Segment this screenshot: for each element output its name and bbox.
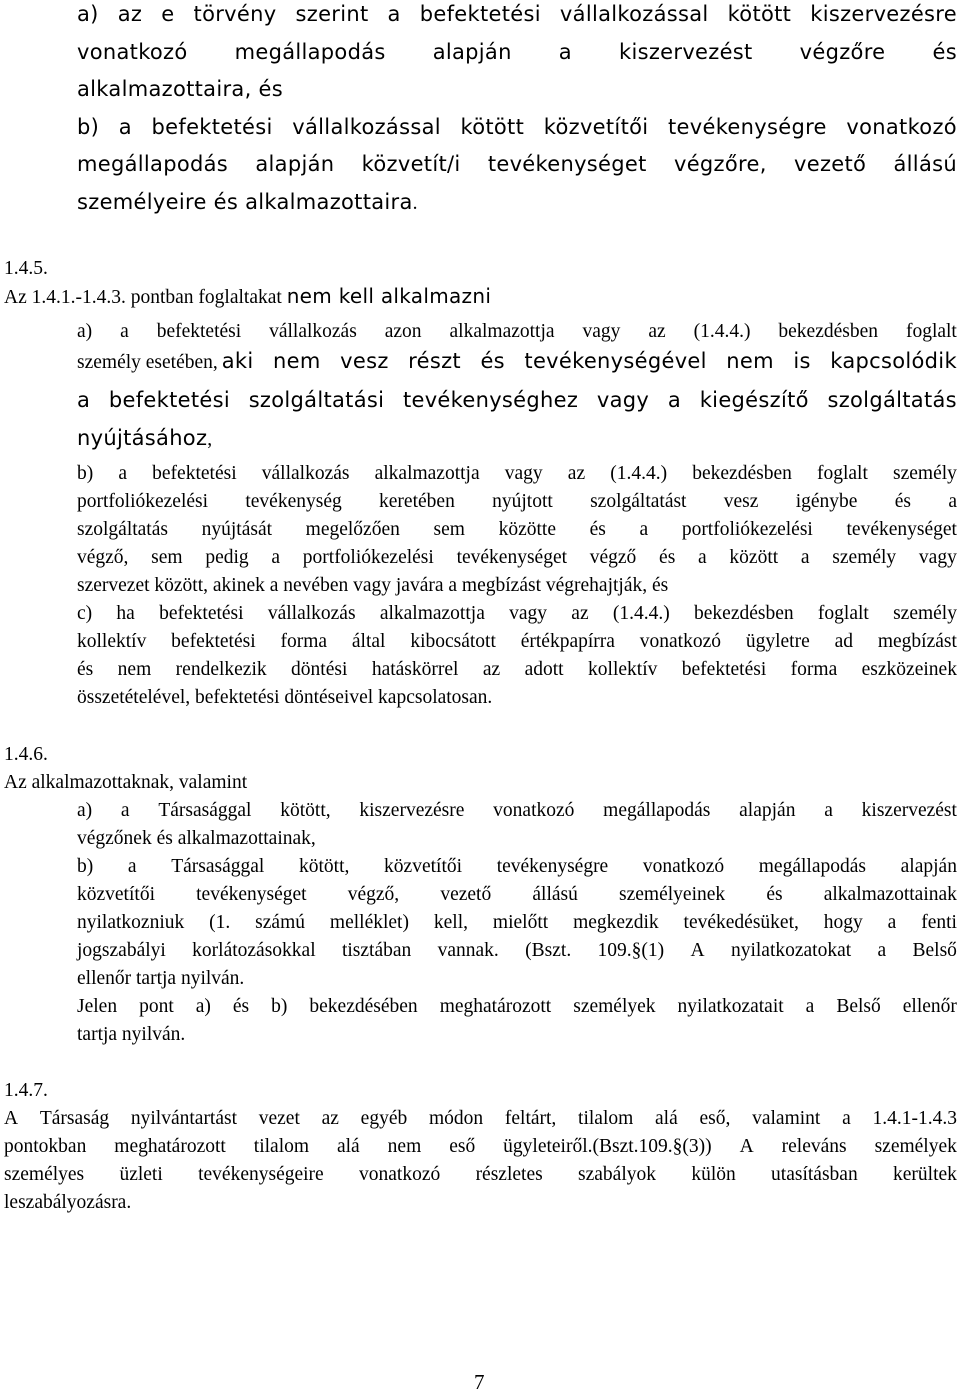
- word: vállalkozással: [292, 115, 441, 139]
- text-span: nyújtásához: [77, 426, 208, 450]
- text-line: [77, 351, 957, 373]
- word: (Bszt.: [525, 940, 572, 961]
- word: A: [690, 940, 705, 961]
- word: vannak.: [437, 940, 499, 961]
- word: kötött,: [299, 856, 350, 877]
- text-line: szervezet között, akinek a nevében vagy javára a megbízást végrehajtják, és: [77, 575, 669, 596]
- word: személyeinek: [619, 884, 726, 905]
- word: forma: [280, 631, 328, 652]
- word: kötött,: [280, 800, 331, 821]
- word: az: [482, 659, 501, 680]
- text-line: [77, 42, 957, 63]
- word: alkalmazottja: [449, 321, 555, 342]
- word: tevékenységre: [496, 856, 609, 877]
- word: és: [894, 491, 912, 512]
- word: vonatkozó: [359, 1164, 441, 1185]
- text-line: [77, 492, 957, 512]
- word: kiszervezésre: [810, 2, 957, 26]
- word: vagy: [582, 321, 621, 342]
- word: bekezdésben: [692, 463, 792, 484]
- word: által: [351, 631, 386, 652]
- text-line: [77, 520, 957, 540]
- word: nem: [726, 349, 774, 373]
- word: befektetési: [156, 321, 242, 342]
- word: módon: [428, 1108, 484, 1129]
- word: tevékenységet: [487, 152, 647, 176]
- word: tisztában: [341, 940, 412, 961]
- word: (1.4.4.): [693, 321, 751, 342]
- word: a: [639, 519, 649, 540]
- word: e: [161, 2, 175, 26]
- word: személy: [893, 603, 957, 624]
- text-line: [77, 801, 957, 821]
- word: külön: [691, 1164, 736, 1185]
- word: és: [932, 40, 957, 64]
- word: igénybe: [795, 491, 858, 512]
- word: kötött: [727, 2, 792, 26]
- word: pedig: [205, 547, 249, 568]
- text-line: [77, 632, 957, 652]
- word: és: [480, 349, 505, 373]
- word: az: [321, 1108, 339, 1129]
- word: az: [117, 2, 143, 26]
- word: pontokban: [4, 1136, 87, 1157]
- word: és: [659, 547, 676, 568]
- word: nem: [117, 659, 152, 680]
- word: közvetítői: [77, 884, 155, 905]
- word: között: [729, 547, 779, 568]
- word: kiszervezést: [619, 40, 753, 64]
- word: tevékenységet: [456, 547, 568, 568]
- word: a: [667, 388, 682, 412]
- word: b): [77, 856, 94, 877]
- word: b): [77, 463, 94, 484]
- text-line: [77, 913, 957, 933]
- text-line: [77, 428, 212, 450]
- word: aki: [221, 349, 254, 373]
- word: sem: [433, 519, 465, 540]
- word: vállalkozás: [261, 463, 350, 484]
- word: tevékenység: [245, 491, 342, 512]
- word: nyújtását: [201, 519, 273, 540]
- word: vagy: [918, 547, 957, 568]
- text-line: [77, 604, 957, 624]
- word: tevékenységhez: [402, 388, 579, 412]
- word: hatáskörrel: [371, 659, 459, 680]
- word: az: [571, 603, 589, 624]
- text-line: [77, 4, 957, 25]
- word: alapján: [739, 800, 796, 821]
- word: személyek: [874, 1136, 957, 1157]
- word: nyújtott: [492, 491, 553, 512]
- word: 1.4.1-1.4.3: [872, 1108, 957, 1129]
- page-number: 7: [474, 1370, 485, 1394]
- word: (1.4.4.): [610, 463, 668, 484]
- word: korlátozásokkal: [192, 940, 316, 961]
- word: (1.4.4.): [612, 603, 670, 624]
- word: végző: [589, 547, 637, 568]
- word: tilalom: [253, 1136, 310, 1157]
- word: szolgáltatás: [77, 519, 168, 540]
- word: nyilvántartást: [130, 1108, 238, 1129]
- word: vállalkozás: [267, 603, 356, 624]
- word: valamint: [752, 1108, 821, 1129]
- word: a: [800, 547, 810, 568]
- word: szabályok: [578, 1164, 656, 1185]
- word: eszközeinek: [861, 659, 957, 680]
- word: a: [842, 1108, 851, 1129]
- word: portfoliókezelési: [302, 547, 434, 568]
- word: a): [77, 800, 93, 821]
- word: a: [805, 996, 815, 1017]
- word: a: [887, 912, 897, 933]
- word: eső,: [699, 1108, 731, 1129]
- word: a: [118, 115, 132, 139]
- word: b): [77, 115, 100, 139]
- word: ügyleteiről.(Bszt.109.§(3)): [503, 1136, 712, 1157]
- word: megkezdik: [573, 912, 659, 933]
- word: vonatkozó: [639, 631, 721, 652]
- word: vonatkozó: [846, 115, 957, 139]
- text-line: ellenőr tartja nyilván.: [77, 968, 245, 989]
- word: alkalmazottja: [374, 463, 480, 484]
- word: kapcsolódik: [830, 349, 957, 373]
- word: vállalkozás: [269, 321, 357, 342]
- word: megállapodás: [77, 152, 229, 176]
- word: bekezdésben: [694, 603, 794, 624]
- word: döntési: [291, 659, 348, 680]
- word: befektetési: [108, 388, 230, 412]
- word: alapján: [900, 856, 957, 877]
- word: üzleti: [119, 1164, 163, 1185]
- word: befektetési: [159, 603, 244, 624]
- word: alá: [655, 1108, 678, 1129]
- word: tevékedésüket,: [683, 912, 799, 933]
- text-line: leszabályozásra.: [4, 1192, 132, 1213]
- word: vonatkozó: [493, 800, 575, 821]
- word: Társaság: [39, 1108, 110, 1129]
- word: kibocsátott: [410, 631, 496, 652]
- word: alapján: [255, 152, 335, 176]
- word: állású: [532, 884, 578, 905]
- text-line: [4, 1137, 957, 1157]
- word: részt: [408, 349, 461, 373]
- word: megbízást: [877, 631, 957, 652]
- word: tevékenységeire: [198, 1164, 324, 1185]
- word: szerint: [295, 2, 369, 26]
- word: tevékenységet: [846, 519, 957, 540]
- word: a: [118, 463, 128, 484]
- word: a: [558, 40, 572, 64]
- word: melléklet): [329, 912, 409, 933]
- text-line: összetételével, befektetési döntéseivel kapcsolatosan.: [77, 687, 493, 708]
- word: személyes: [4, 1164, 85, 1185]
- word: ad: [834, 631, 853, 652]
- word: portfoliókezelési: [77, 491, 209, 512]
- word: Belső: [836, 996, 881, 1017]
- word: vezető: [440, 884, 492, 905]
- word: a: [824, 800, 833, 821]
- word: állású: [893, 152, 957, 176]
- word: végző,: [347, 884, 400, 905]
- word: és: [766, 884, 783, 905]
- word: A: [739, 1136, 754, 1157]
- text-line: [4, 1165, 957, 1185]
- text-line: [77, 548, 957, 568]
- word: nyilatkozatait: [677, 996, 784, 1017]
- word: ha: [116, 603, 135, 624]
- text-line: [4, 286, 491, 308]
- text-line: Az alkalmazottaknak, valamint: [4, 772, 248, 793]
- word: a: [120, 800, 130, 821]
- word: fenti: [921, 912, 957, 933]
- word: vagy: [596, 388, 650, 412]
- word: közvetítői: [384, 856, 463, 877]
- word: alá: [336, 1136, 360, 1157]
- section-number: 1.4.5.: [4, 258, 48, 279]
- word: számú: [255, 912, 305, 933]
- word: azon: [384, 321, 422, 342]
- text-span: .: [412, 193, 418, 214]
- word: meghatározott: [439, 996, 552, 1017]
- word: mielőtt: [492, 912, 549, 933]
- word: Jelen: [77, 996, 118, 1017]
- word: értékpapírra: [520, 631, 615, 652]
- word: kiegészítő: [699, 388, 809, 412]
- word: befektetési: [152, 463, 237, 484]
- word: A: [4, 1108, 19, 1129]
- word: alkalmazottainak: [823, 884, 957, 905]
- text-line: [77, 941, 957, 961]
- word: megelőzően: [305, 519, 400, 540]
- word: a: [77, 388, 91, 412]
- word: foglalt: [905, 321, 957, 342]
- word: meghatározott: [114, 1136, 226, 1157]
- word: b): [271, 996, 288, 1017]
- word: vonatkozó: [642, 856, 725, 877]
- text-line: [77, 857, 957, 877]
- text-line: [77, 192, 418, 214]
- text-line: [4, 1109, 957, 1129]
- text-span: Az 1.4.1.-1.4.3. pontban foglaltakat: [4, 287, 287, 308]
- word: releváns: [781, 1136, 847, 1157]
- word: közvetítői: [543, 115, 649, 139]
- text-span: személy esetében,: [77, 352, 218, 373]
- word: és: [77, 659, 94, 680]
- word: foglalt: [817, 603, 869, 624]
- word: szolgáltatást: [590, 491, 687, 512]
- word: vezet: [258, 1108, 300, 1129]
- word: feltárt,: [504, 1108, 557, 1129]
- text-line: alkalmazottaira, és: [77, 77, 283, 101]
- text-span: [222, 351, 957, 372]
- word: tevékenységre: [668, 115, 827, 139]
- word: és: [232, 996, 250, 1017]
- text-line: tartja nyilván.: [77, 1024, 186, 1045]
- word: 109.§(1): [597, 940, 665, 961]
- word: befektetési: [171, 631, 256, 652]
- word: kell,: [433, 912, 468, 933]
- word: kerültek: [893, 1164, 957, 1185]
- text-span: nem kell alkalmazni: [286, 284, 492, 308]
- text-line: [77, 390, 957, 411]
- text-line: végzőnek és alkalmazottainak,: [77, 828, 316, 849]
- word: tilalom: [578, 1108, 634, 1129]
- text-line: [77, 322, 957, 342]
- text-line: [77, 660, 957, 680]
- word: portfoliókezelési: [681, 519, 813, 540]
- word: kötött: [460, 115, 525, 139]
- word: a: [120, 321, 129, 342]
- word: keretében: [379, 491, 455, 512]
- word: végző,: [77, 547, 129, 568]
- word: nem: [387, 1136, 422, 1157]
- text-line: [77, 885, 957, 905]
- word: tevékenységével: [524, 349, 707, 373]
- word: kollektív: [588, 659, 658, 680]
- word: vezető: [794, 152, 867, 176]
- word: a: [698, 547, 707, 568]
- word: megállapodás: [234, 40, 386, 64]
- word: megállapodás: [758, 856, 866, 877]
- word: sem: [151, 547, 183, 568]
- word: befektetési: [681, 659, 767, 680]
- word: és: [589, 519, 606, 540]
- word: rendelkezik: [175, 659, 267, 680]
- word: alapján: [432, 40, 512, 64]
- word: pont: [139, 996, 174, 1017]
- word: vállalkozással: [559, 2, 709, 26]
- word: közötte: [498, 519, 556, 540]
- word: a): [195, 996, 211, 1017]
- word: törvény: [193, 2, 277, 26]
- word: adott: [524, 659, 564, 680]
- word: alkalmazottja: [379, 603, 485, 624]
- word: kollektív: [77, 631, 147, 652]
- word: tevékenységet: [196, 884, 307, 905]
- word: (1.: [209, 912, 231, 933]
- word: szolgáltatás: [827, 388, 957, 412]
- word: személyek: [573, 996, 656, 1017]
- word: egyéb: [360, 1108, 408, 1129]
- word: foglalt: [816, 463, 868, 484]
- word: Társasággal: [171, 856, 265, 877]
- word: a: [948, 491, 957, 512]
- word: utasításban: [771, 1164, 858, 1185]
- text-span: személyeire és alkalmazottaira: [77, 190, 413, 214]
- word: a: [271, 547, 281, 568]
- section-number: 1.4.7.: [4, 1080, 48, 1101]
- word: a: [877, 940, 887, 961]
- word: közvetít/i: [361, 152, 461, 176]
- text-line: [77, 117, 957, 138]
- text-span: ,: [207, 429, 213, 450]
- word: befektetési: [151, 115, 273, 139]
- word: eső: [449, 1136, 476, 1157]
- word: is: [793, 349, 811, 373]
- word: a): [77, 321, 93, 342]
- word: végzőre,: [673, 152, 767, 176]
- word: nyilatkozatokat: [730, 940, 852, 961]
- word: részletes: [475, 1164, 543, 1185]
- word: az: [648, 321, 666, 342]
- word: ügyletre: [745, 631, 810, 652]
- word: vonatkozó: [77, 40, 188, 64]
- word: forma: [790, 659, 838, 680]
- section-number: 1.4.6.: [4, 744, 48, 765]
- word: vesz: [723, 491, 759, 512]
- word: jogszabályi: [77, 940, 166, 961]
- word: ellenőr: [902, 996, 957, 1017]
- word: vagy: [504, 463, 543, 484]
- word: az: [567, 463, 586, 484]
- word: Társasággal: [158, 800, 252, 821]
- word: a: [387, 2, 401, 26]
- text-line: [77, 154, 957, 175]
- word: nyilatkozniuk: [77, 912, 185, 933]
- word: szolgáltatási: [248, 388, 385, 412]
- word: Belső: [912, 940, 957, 961]
- word: kiszervezést: [861, 800, 957, 821]
- word: végzőre: [799, 40, 886, 64]
- word: személy: [832, 547, 897, 568]
- text-line: [77, 464, 957, 484]
- word: nem: [273, 349, 321, 373]
- word: bekezdésben: [778, 321, 879, 342]
- word: kiszervezésre: [359, 800, 465, 821]
- word: vesz: [340, 349, 389, 373]
- word: megállapodás: [603, 800, 711, 821]
- word: a: [127, 856, 137, 877]
- word: vagy: [509, 603, 548, 624]
- word: befektetési: [419, 2, 541, 26]
- word: a): [77, 2, 99, 26]
- word: bekezdésében: [309, 996, 418, 1017]
- word: személy: [893, 463, 957, 484]
- text-line: [77, 997, 957, 1017]
- word: c): [77, 603, 93, 624]
- word: hogy: [823, 912, 863, 933]
